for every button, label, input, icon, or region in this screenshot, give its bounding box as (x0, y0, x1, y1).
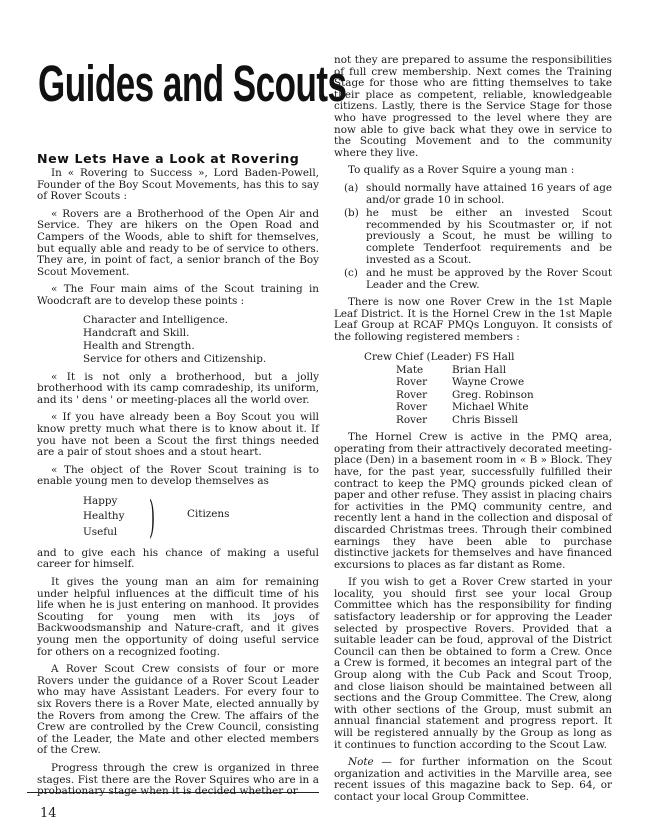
member-name: Michael White (452, 401, 529, 414)
paragraph: A Rover Scout Crew consists of four or more Rovers under the guidance of a Rover Scout Leader who may have Assistant Leaders. For every four to six Rovers there is a Rover Mate, elected annually by the Rovers from among the Crew. The affairs of the Crew are controlled by the Crew Council, consisting of the Leader, the Mate and other elected members of the Crew. (37, 663, 319, 757)
paragraph: Progress through the crew is organized in three stages. Fist there are the Rover Squires who are in a probationary stage when it is decided whether or (37, 761, 319, 798)
member-name: Brian Hall (452, 363, 507, 376)
table-row (334, 389, 612, 402)
table-row (334, 401, 612, 414)
member-role: Rover (396, 388, 428, 401)
list-item (334, 208, 612, 266)
table-row (334, 364, 612, 377)
list-marker: (b) (344, 207, 359, 220)
member-role: Rover (396, 376, 428, 389)
list-text: he must be either an invested Scout recommended by his Scoutmaster or, if not previously a Scout, he must be willing to complete Tenderfoot requirements and be invested as a Scout. (366, 207, 612, 266)
paragraph: « It is not only a brotherhood, but a jolly brotherhood with its camp comradeship, its uniform, and its ' dens ' or meeting-places all the world over. (37, 370, 319, 406)
list-item: Healthy (83, 510, 125, 523)
paragraph: If you wish to get a Rover Crew started in your locality, you should first see your local Group Committee which has the responsibility for finding satisfactory leadership or for approving the Leader selected by prospective Rovers. Provided that a suitable leader can be foud, approval of the District Council can then be obtained to form a Crew. Once a Crew is formed, it becomes an integral part of the Group along with the Cub Pack and Scout Troop, and close liaison should be maintained between all sections and the Group Committee. The Crew, along with other sections of the Group, must submit an annual financial statement and progress report. It will be registered annually by the Group as long as it continues to function according to the Scout Law. (334, 576, 612, 751)
note-text: — for further information on the Scout organization and activities in the Marville area, see recent issues of this magazine back to Sep. 64, or contact your local Group Committee. (334, 756, 612, 803)
paragraph: The Hornel Crew is active in the PMQ area, operating from their attractively decorated meeting-place (Den) in a basement room in « B » Block. They have, for the past year, successfully fulfilled their contract to keep the PMQ grounds picked clean of paper and other refuse. They assist in placing chairs for activities in the PMQ community centre, and recently lent a hand in the collection and disposal of discarded Christmas trees. Through their combined earnings they have been able to purchase distinctive jackets for themselves and have financed excursions to places as far distant as Rome. (334, 431, 612, 571)
list-text: and he must be approved by the Rover Scout Leader and the Crew. (366, 267, 612, 291)
list-item: Useful (83, 525, 118, 538)
qualification-list (334, 183, 612, 291)
paragraph: « Rovers are a Brotherhood of the Open Air and Service. They are hikers on the Open Road and Campers of the Woods, able to shift for themselves, but equally able and ready to be of service to others. They are, in point of fact, a senior branch of the Boy Scout Movement. (37, 207, 319, 278)
paragraph: « If you have already been a Boy Scout you will know pretty much what there is to know about it. If you have not been a Scout the first things needed are a pair of stout shoes and a stout heart. (37, 411, 319, 459)
member-name: Chris Bissell (452, 413, 518, 426)
paragraph: To qualify as a Rover Squire a young man : (348, 164, 575, 177)
list-item: Character and Intelligence. (83, 313, 229, 326)
list-text: should normally have attained 16 years of age and/or grade 10 in school. (366, 181, 612, 206)
list-item: Handcraft and Skill. (83, 326, 190, 339)
article-subtitle: New Lets Have a Look at Rovering (37, 151, 300, 166)
right-column (334, 55, 612, 810)
note-label: Note (348, 756, 374, 769)
member-name: Wayne Crowe (452, 376, 525, 389)
member-name: Greg. Robinson (452, 388, 534, 401)
paragraph: and to give each his chance of making a useful career for himself. (37, 546, 319, 571)
page-title: Guides and Scouts (38, 56, 347, 113)
paragraph: not they are prepared to assume the responsibilities of full crew membership. Next comes the Training Stage for those who are fitting themselves to take their place as competent, reliable, knowledgeable citizens. Lastly, there is the Service Stage for those who have progressed to the level where they are now able to give back what they owe in service to the Scouting Movement and to the community where they live. (334, 54, 612, 159)
footer-rule (27, 792, 319, 793)
list-item (334, 183, 612, 206)
list-item: Health and Strength. (83, 339, 195, 352)
list-item: Service for others and Citizenship. (83, 352, 267, 365)
paragraph: It gives the young man an aim for remaining under helpful influences at the difficult time of his life when he is just entering on manhood. It provides Scouting for young men with its joys of Backwoodsmanship and Nature-craft, and it gives young men the opportunity of doing useful service for others on a recognized footing. (37, 576, 319, 658)
citizens-label: Citizens (187, 507, 230, 520)
table-row (334, 414, 612, 427)
citizens-words (83, 494, 124, 541)
member-role: Rover (396, 413, 428, 426)
list-marker: (a) (344, 181, 359, 194)
members-list (334, 350, 612, 427)
table-row (334, 376, 612, 389)
member-role: Rover (396, 401, 428, 414)
list-marker: (c) (344, 267, 358, 280)
paragraph: There is now one Rover Crew in the 1st Maple Leaf District. It is the Hornel Crew in the 1st Maple Leaf Group at RCAF PMQs Longuyon. It consists of the following registered members : (334, 296, 612, 344)
paragraph: « The object of the Rover Scout training is to enable young men to develop themselves as (37, 463, 319, 488)
citizens-group (37, 491, 319, 544)
aims-list (83, 314, 319, 366)
paragraph: In « Rovering to Success », Lord Baden-Powell, Founder of the Boy Scout Movements, has this to say of Rover Scouts : (37, 167, 319, 203)
member-role: Mate (396, 363, 424, 376)
note-paragraph (334, 757, 612, 803)
crew-chief: Crew Chief (Leader) FS Hall (364, 350, 515, 363)
list-item (334, 268, 612, 291)
brace-glyph: ) (149, 491, 156, 543)
page-number: 14 (40, 806, 57, 821)
left-column (37, 168, 319, 804)
paragraph: « The Four main aims of the Scout training in Woodcraft are to develop these points : (37, 283, 319, 307)
list-item: Happy (83, 494, 118, 507)
